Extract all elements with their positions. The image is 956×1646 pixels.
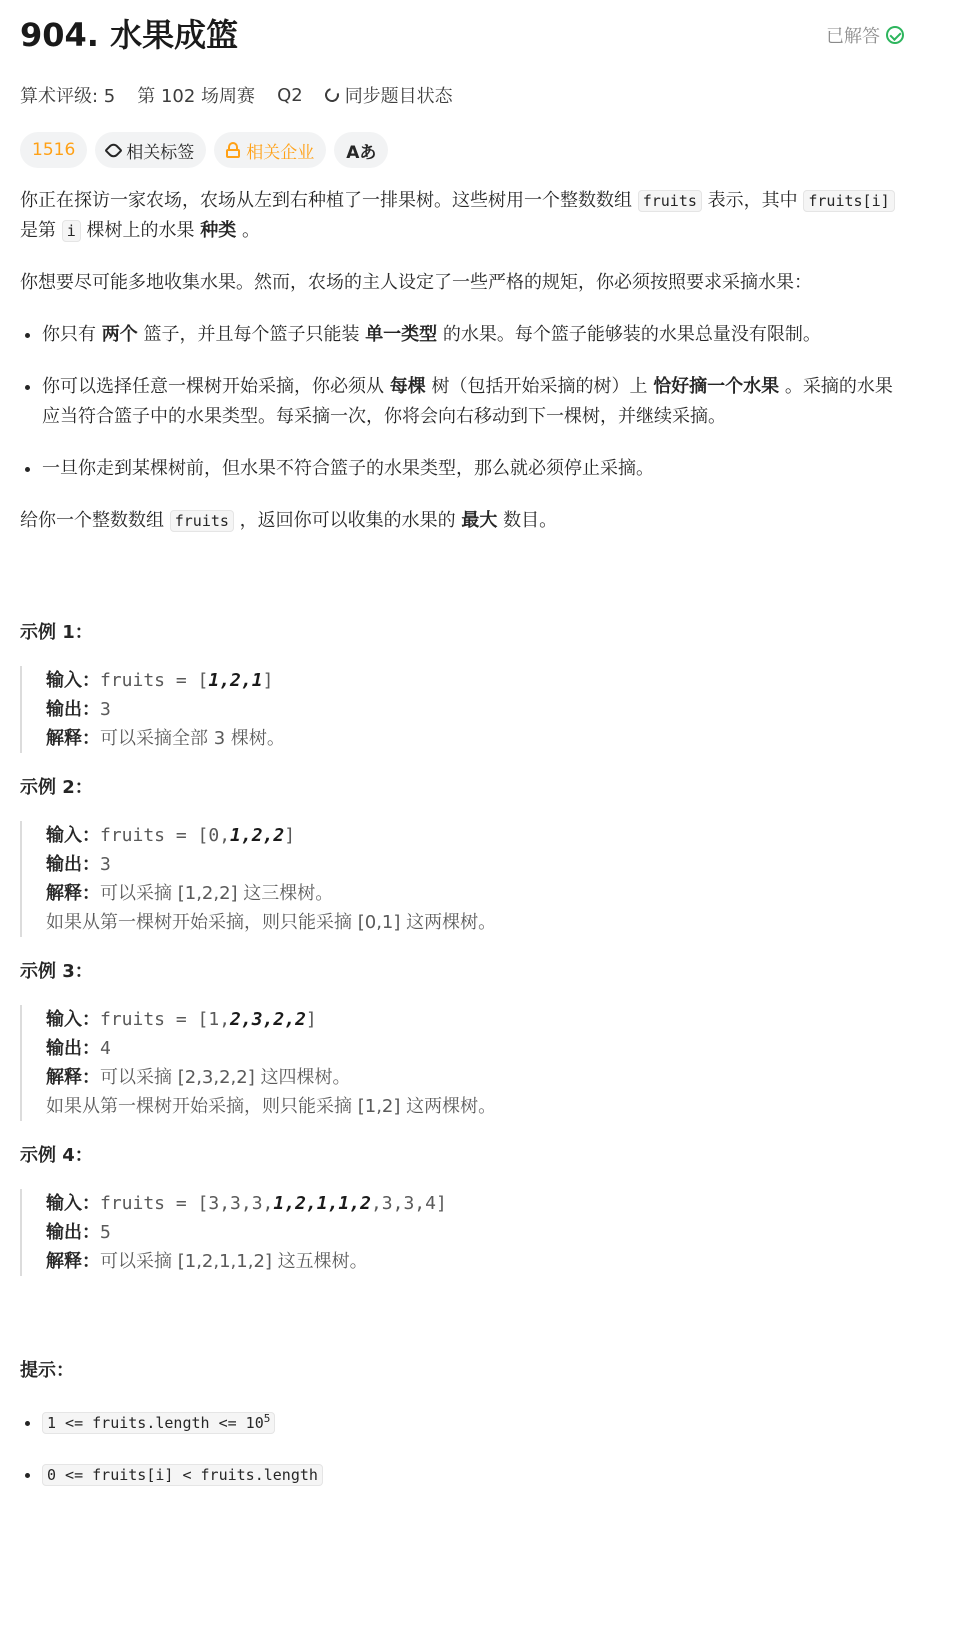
text: 。采摘的水果应当符合篮子中的水果类型。每采摘一次，你将会向右移动到下一棵树，并继续采摘。 [42, 376, 893, 427]
text: 4 [100, 1038, 111, 1059]
input-label: 输入： [46, 1009, 100, 1030]
highlight-text: 1,2,1,1,2 [273, 1193, 371, 1214]
desc-paragraph-2: 你想要尽可能多地收集水果。然而，农场的主人设定了一些严格的规矩，你必须按照要求采摘水果： [20, 272, 812, 293]
bold-text: 恰好摘一个水果 [653, 376, 780, 397]
list-item [42, 1404, 904, 1438]
example-explain-line [46, 879, 904, 908]
example-explain-line-2: 如果从第一棵树开始采摘，则只能采摘 [0,1] 这两棵树。 [46, 912, 497, 933]
input-label: 输入： [46, 1193, 100, 1214]
problem-description [20, 186, 904, 1512]
solved-label: 已解答 [826, 26, 880, 47]
example-explain-line [46, 1247, 904, 1276]
bold-text: 最大 [461, 510, 498, 531]
example-explain-line [46, 724, 904, 753]
list-item [42, 1460, 904, 1490]
check-circle-icon [886, 26, 904, 44]
highlight-text: 1,2,1 [208, 670, 263, 691]
text: ] [305, 1009, 317, 1030]
highlight-text: 1,2,2 [230, 825, 285, 846]
text: 棵树上的水果 [80, 220, 201, 241]
text: 1 <= fruits.length <= 10 [47, 1414, 264, 1432]
score-label: 1516 [32, 140, 76, 160]
spacer [20, 1296, 904, 1356]
problem-title: 904. 水果成篮 [20, 16, 239, 54]
explain-label: 解释： [46, 728, 100, 749]
constraint-code: 0 <= fruits[i] < fruits.length [42, 1464, 323, 1486]
example-1-block [20, 666, 904, 753]
constraints-list [20, 1404, 904, 1490]
output-label: 输出： [46, 854, 100, 875]
example-3-title: 示例 3： [20, 961, 93, 982]
rating-text: 算术评级: 5 [20, 86, 116, 107]
input-label: 输入： [46, 670, 100, 691]
list-item [42, 320, 904, 350]
example-input-line [46, 1189, 904, 1218]
difficulty-score-pill[interactable] [20, 132, 87, 168]
input-label: 输入： [46, 825, 100, 846]
text: 可以采摘全部 3 棵树。 [100, 728, 285, 749]
bold-text: 两个 [101, 324, 138, 345]
bold-text: 每棵 [389, 376, 426, 397]
text: 。 [236, 220, 260, 241]
tags-row [20, 132, 388, 168]
text: 3 [100, 699, 111, 720]
example-input-line [46, 666, 904, 695]
tag-icon [105, 141, 123, 159]
title-row [20, 12, 904, 58]
example-output-line [46, 695, 904, 724]
example-1-title: 示例 1： [20, 622, 93, 643]
example-4-title: 示例 4： [20, 1145, 93, 1166]
contest-link[interactable]: 第 102 场周赛 [137, 86, 256, 107]
text: 3 [100, 854, 111, 875]
related-companies-label: 相关企业 [246, 142, 315, 163]
lock-icon [226, 142, 240, 158]
text: 给你一个整数数组 [20, 510, 170, 531]
example-input-line [46, 821, 904, 850]
text: fruits = [0, [100, 825, 231, 846]
related-tags-label: 相关标签 [126, 142, 195, 163]
text: 篮子，并且每个篮子只能装 [137, 324, 366, 345]
hints-title: 提示： [20, 1360, 74, 1381]
translate-button[interactable] [334, 132, 388, 168]
list-item [42, 372, 904, 432]
text: fruits = [3,3,3, [100, 1193, 274, 1214]
text: ，返回你可以收集的水果的 [233, 510, 462, 531]
text: ,3,3,4] [370, 1193, 447, 1214]
text: fruits = [1, [100, 1009, 231, 1030]
text: ] [284, 825, 296, 846]
text: ] [262, 670, 274, 691]
code-i: i [62, 220, 81, 242]
question-number: Q2 [277, 84, 303, 106]
example-2-block [20, 821, 904, 937]
example-input-line [46, 1005, 904, 1034]
explain-label: 解释： [46, 883, 100, 904]
refresh-icon [322, 85, 341, 104]
sync-status-button[interactable] [325, 82, 453, 108]
example-explain-line [46, 1063, 904, 1092]
list-item: • 一旦你走到某棵树前，但水果不符合篮子的水果类型，那么就必须停止采摘。 [42, 454, 904, 484]
superscript: 5 [263, 1412, 271, 1425]
example-output-line [46, 850, 904, 879]
bold-text: 单一类型 [365, 324, 438, 345]
text: 你可以选择任意一棵树开始采摘，你必须从 [42, 376, 390, 397]
text: 你正在探访一家农场，农场从左到右种植了一排果树。这些树用一个整数数组 [20, 190, 638, 211]
text: 可以采摘 [1,2,1,1,2] 这五棵树。 [100, 1251, 368, 1272]
rules-list [20, 320, 904, 484]
output-label: 输出： [46, 1038, 100, 1059]
desc-paragraph-1 [20, 186, 904, 246]
code-fruits: fruits [170, 510, 234, 532]
example-2-title: 示例 2： [20, 777, 93, 798]
solved-status [826, 22, 904, 48]
explain-label: 解释： [46, 1067, 100, 1088]
desc-paragraph-3 [20, 506, 904, 536]
spacer [20, 558, 904, 618]
constraint-code [42, 1412, 275, 1434]
example-output-line [46, 1218, 904, 1247]
sync-label: 同步题目状态 [344, 86, 453, 107]
explain-label: 解释： [46, 1251, 100, 1272]
highlight-text: 2,3,2,2 [230, 1009, 306, 1030]
bold-text: 种类 [200, 220, 237, 241]
text: 表示，其中 [701, 190, 804, 211]
related-tags-button[interactable] [95, 132, 206, 168]
text: 树（包括开始采摘的树）上 [425, 376, 654, 397]
text: 你只有 [42, 324, 102, 345]
output-label: 输出： [46, 1222, 100, 1243]
text: 可以采摘 [1,2,2] 这三棵树。 [100, 883, 334, 904]
text: 是第 [20, 220, 62, 241]
meta-row [20, 82, 453, 108]
text: fruits = [ [100, 670, 209, 691]
related-companies-button[interactable] [214, 132, 326, 168]
code-fruits-i: fruits[i] [803, 190, 894, 212]
example-explain-line-2: 如果从第一棵树开始采摘，则只能采摘 [1,2] 这两棵树。 [46, 1096, 497, 1117]
output-label: 输出： [46, 699, 100, 720]
text: 可以采摘 [2,3,2,2] 这四棵树。 [100, 1067, 351, 1088]
example-3-block [20, 1005, 904, 1121]
translate-icon: Aあ [346, 142, 377, 163]
text: 5 [100, 1222, 111, 1243]
text: 数目。 [497, 510, 558, 531]
example-4-block [20, 1189, 904, 1276]
example-output-line [46, 1034, 904, 1063]
code-fruits: fruits [638, 190, 702, 212]
text: 的水果。每个篮子能够装的水果总量没有限制。 [437, 324, 821, 345]
